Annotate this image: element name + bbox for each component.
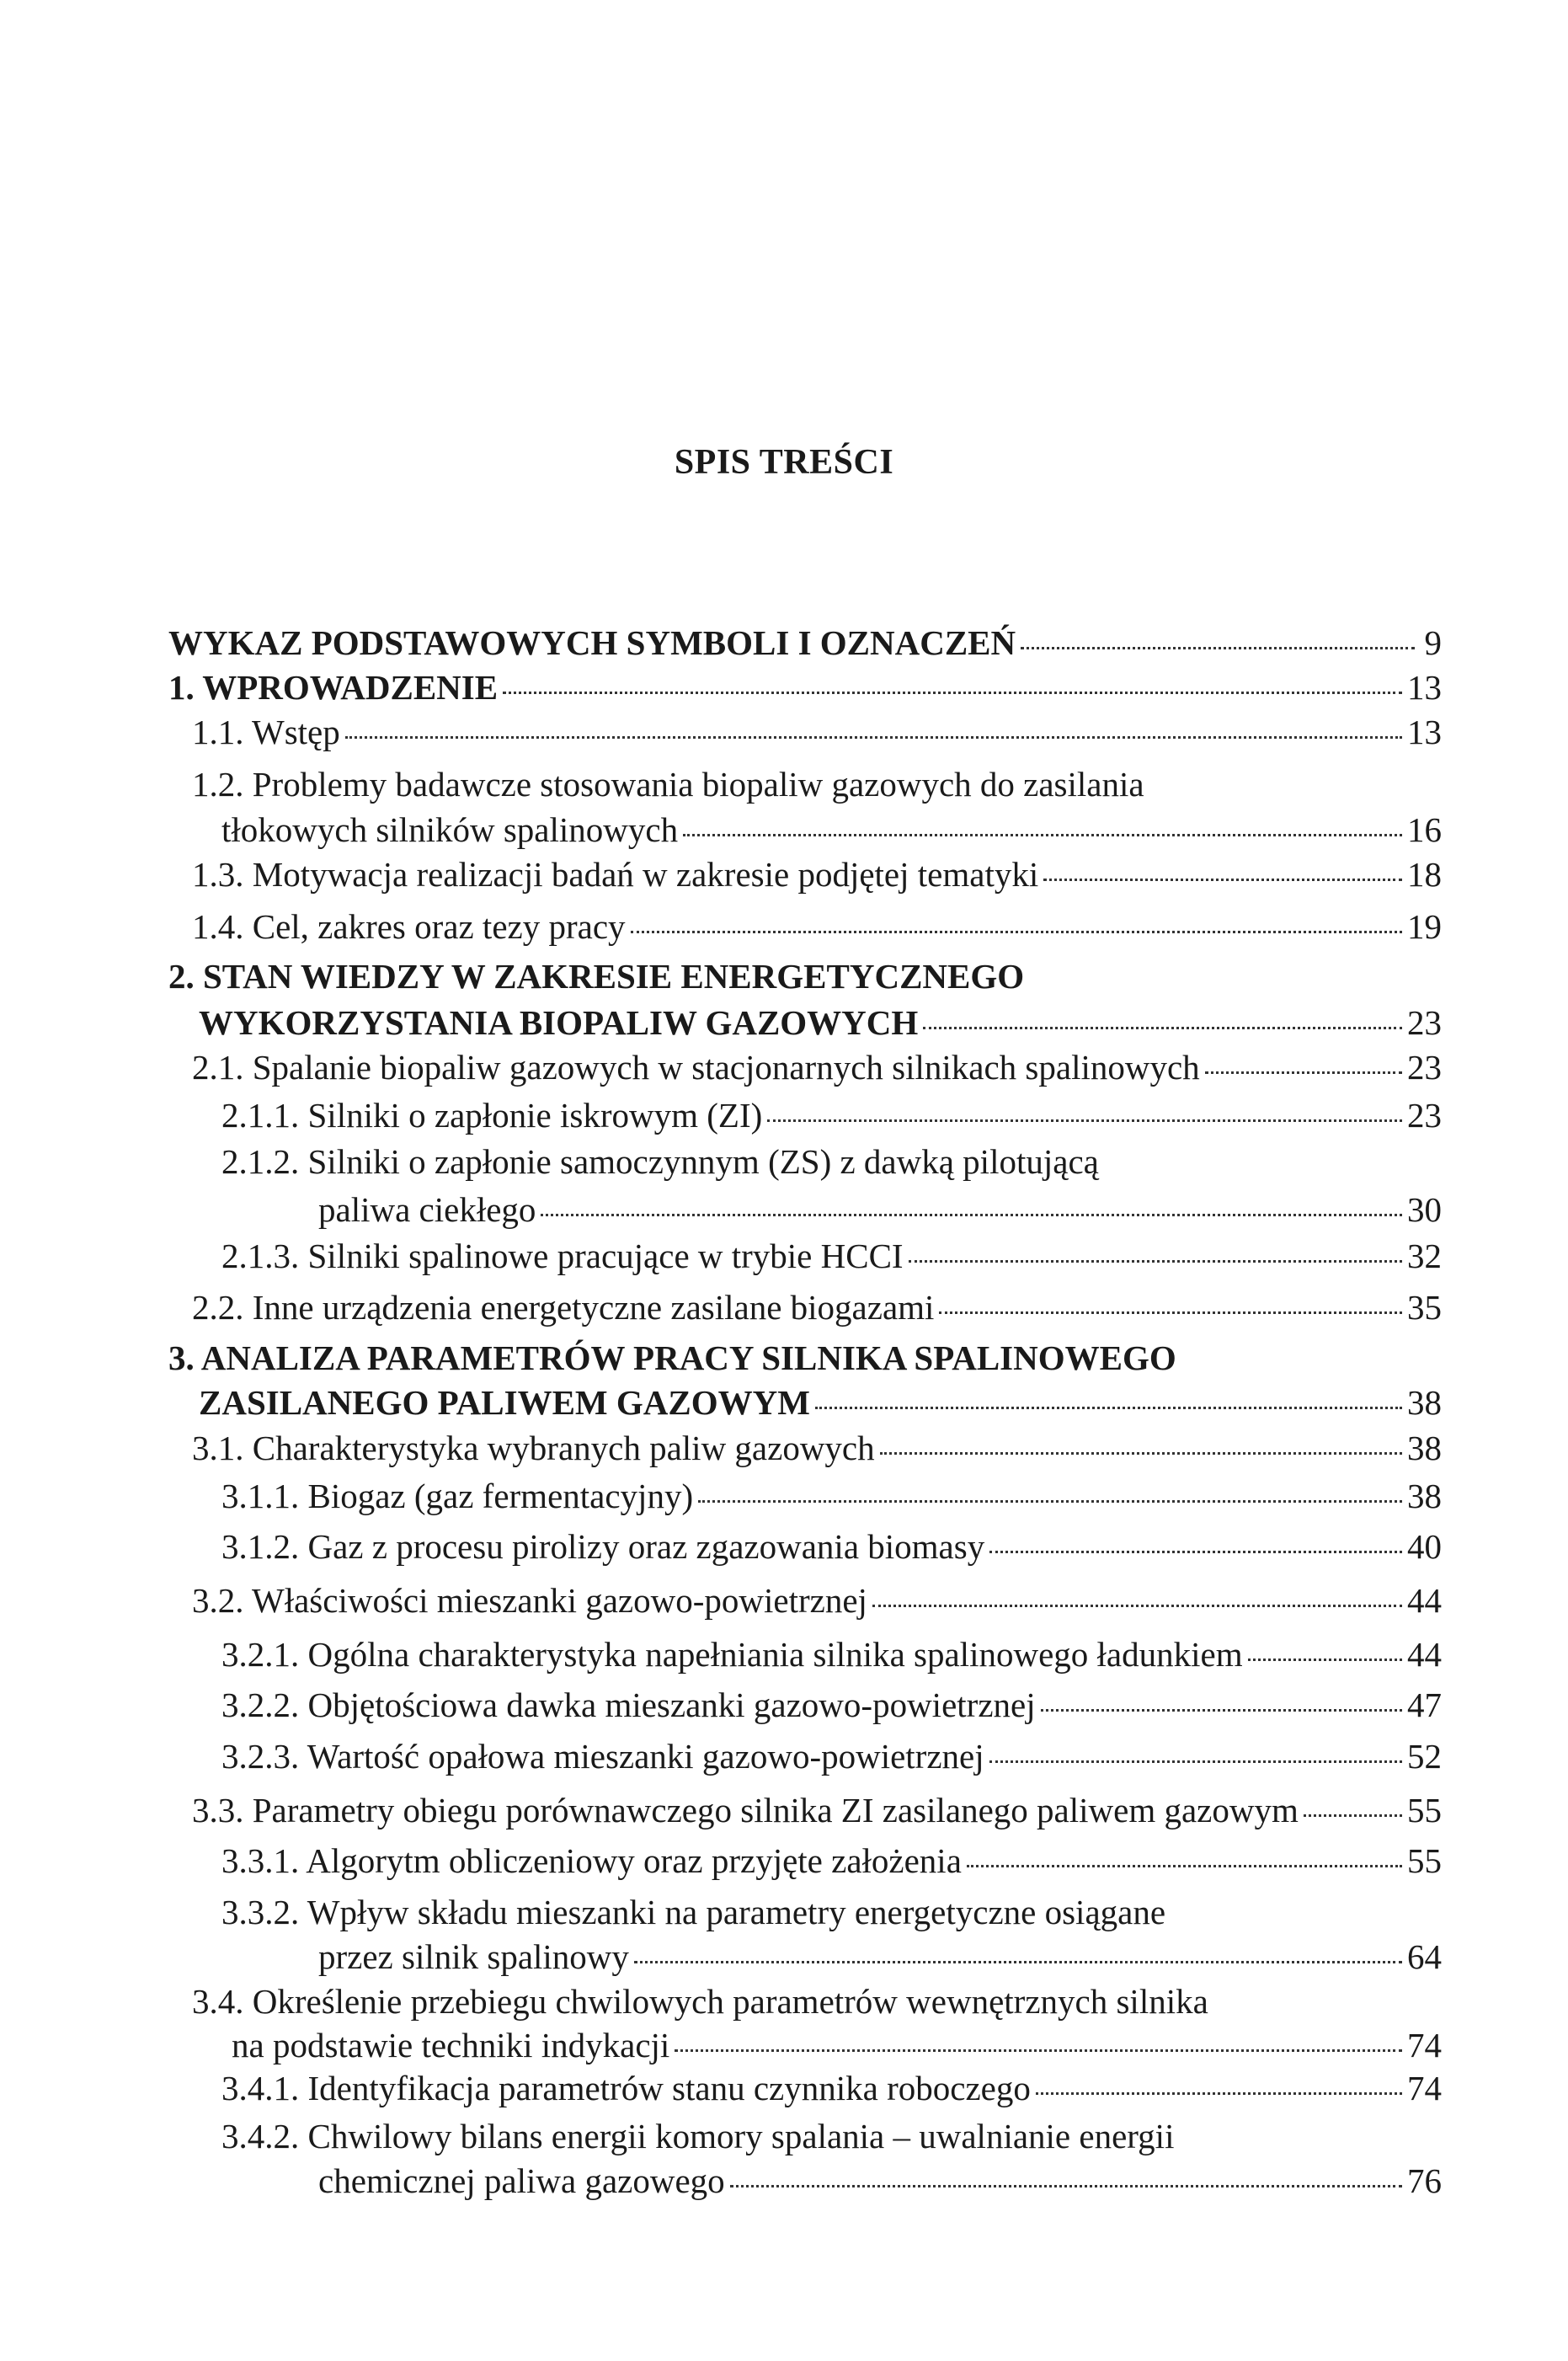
toc-page-number: 32 bbox=[1407, 1237, 1442, 1275]
toc-entry-title: 3. ANALIZA PARAMETRÓW PRACY SILNIKA SPALINOWEGO bbox=[168, 1338, 1176, 1377]
toc-entry bbox=[221, 2067, 1442, 2109]
toc-entry-title: paliwa ciekłego bbox=[318, 1190, 536, 1229]
toc-page-number: 9 bbox=[1424, 623, 1442, 662]
toc-entry-title: 2.1.3. Silniki spalinowe pracujące w trybie HCCI bbox=[221, 1237, 904, 1275]
dot-leader bbox=[1043, 879, 1402, 881]
toc-page-number: 74 bbox=[1407, 2026, 1442, 2065]
toc-page-number: 76 bbox=[1407, 2161, 1442, 2200]
dot-leader bbox=[939, 1311, 1402, 1314]
dot-leader bbox=[634, 1961, 1402, 1963]
toc-entry bbox=[221, 1735, 1442, 1777]
toc-entry-title: 3.2. Właściwości mieszanki gazowo-powietrznej bbox=[192, 1581, 867, 1620]
toc-entry-title: 3.3. Parametry obiegu porównawczego silnika ZI zasilanego paliwem gazowym bbox=[192, 1791, 1299, 1830]
toc-entry bbox=[199, 1002, 1442, 1044]
toc-entry bbox=[221, 1891, 1165, 1933]
dot-leader bbox=[872, 1605, 1402, 1607]
toc-entry bbox=[168, 1337, 1176, 1379]
toc-entry bbox=[192, 1579, 1442, 1621]
toc-page-number: 13 bbox=[1407, 668, 1442, 707]
toc-page-number: 18 bbox=[1407, 855, 1442, 894]
toc-entry-title: 2.1. Spalanie biopaliw gazowych w stacjonarnych silnikach spalinowych bbox=[192, 1048, 1200, 1087]
dot-leader bbox=[1036, 2092, 1402, 2095]
toc-entry-title: 1. WPROWADZENIE bbox=[168, 668, 499, 707]
toc-entry-title: 3.1.1. Biogaz (gaz fermentacyjny) bbox=[221, 1477, 694, 1515]
toc-entry bbox=[318, 2160, 1442, 2202]
dot-leader bbox=[923, 1027, 1402, 1029]
toc-entry-title: 2.2. Inne urządzenia energetyczne zasilane biogazami bbox=[192, 1288, 935, 1327]
toc-entry bbox=[192, 905, 1442, 948]
toc-page-number: 23 bbox=[1407, 1048, 1442, 1087]
toc-page-number: 38 bbox=[1407, 1383, 1442, 1422]
toc-entry-title: ZASILANEGO PALIWEM GAZOWYM bbox=[199, 1383, 810, 1422]
toc-entry bbox=[192, 1789, 1442, 1831]
toc-page-number: 52 bbox=[1407, 1737, 1442, 1776]
toc-entry-title: 1.3. Motywacja realizacji badań w zakresie podjętej tematyki bbox=[192, 855, 1039, 894]
dot-leader bbox=[880, 1452, 1402, 1455]
toc-entry bbox=[192, 763, 1144, 805]
toc-entry-title: 3.2.3. Wartość opałowa mieszanki gazowo-powietrznej bbox=[221, 1737, 984, 1776]
toc-entry-title: 1.2. Problemy badawcze stosowania biopaliw gazowych do zasilania bbox=[192, 765, 1144, 804]
dot-leader bbox=[815, 1407, 1402, 1409]
toc-entry bbox=[221, 1840, 1442, 1882]
toc-entry-title: 2.1.2. Silniki o zapłonie samoczynnym (ZS) z dawką pilotującą bbox=[221, 1142, 1099, 1181]
toc-page-number: 44 bbox=[1407, 1581, 1442, 1620]
toc-entry bbox=[221, 1140, 1099, 1183]
toc-page-number: 64 bbox=[1407, 1937, 1442, 1976]
dot-leader bbox=[989, 1551, 1402, 1553]
toc-entry bbox=[192, 1980, 1208, 2022]
dot-leader bbox=[698, 1500, 1402, 1503]
dot-leader bbox=[989, 1760, 1402, 1763]
toc-entry-title: WYKORZYSTANIA BIOPALIW GAZOWYCH bbox=[199, 1003, 919, 1042]
toc-entry bbox=[199, 1381, 1442, 1424]
dot-leader bbox=[1248, 1659, 1402, 1661]
toc-page-number: 23 bbox=[1407, 1096, 1442, 1135]
toc-entry-title: na podstawie techniki indykacji bbox=[232, 2026, 670, 2065]
dot-leader bbox=[503, 692, 1402, 694]
toc-entry-title: 1.1. Wstęp bbox=[192, 713, 340, 751]
toc-entry-title: chemicznej paliwa gazowego bbox=[318, 2161, 725, 2200]
toc-entry-title: 2. STAN WIEDZY W ZAKRESIE ENERGETYCZNEGO bbox=[168, 957, 1025, 996]
toc-page-number: 19 bbox=[1407, 907, 1442, 946]
page-title: SPIS TREŚCI bbox=[674, 443, 894, 482]
dot-leader bbox=[730, 2185, 1402, 2187]
toc-entry-title: 3.2.2. Objętościowa dawka mieszanki gazowo-powietrznej bbox=[221, 1685, 1036, 1724]
toc-entry bbox=[221, 1525, 1442, 1568]
toc-entry-title: 3.4.2. Chwilowy bilans energii komory spalania – uwalnianie energii bbox=[221, 2117, 1175, 2155]
toc-entry bbox=[221, 809, 1442, 851]
toc-entry-title: 3.1.2. Gaz z procesu pirolizy oraz zgazowania biomasy bbox=[221, 1527, 985, 1566]
toc-entry-title: 3.3.2. Wpływ składu mieszanki na parametry energetyczne osiągane bbox=[221, 1893, 1166, 1931]
toc-page-number: 44 bbox=[1407, 1635, 1442, 1674]
dot-leader bbox=[1021, 647, 1415, 649]
dot-leader bbox=[345, 736, 1402, 739]
toc-page-number: 38 bbox=[1407, 1429, 1442, 1467]
toc-entry-title: 2.1.1. Silniki o zapłonie iskrowym (ZI) bbox=[221, 1096, 763, 1135]
toc-entry-title: 3.4. Określenie przebiegu chwilowych parametrów wewnętrznych silnika bbox=[192, 1982, 1208, 2021]
toc-page-number: 35 bbox=[1407, 1288, 1442, 1327]
toc-page-number: 38 bbox=[1407, 1477, 1442, 1515]
toc-entry bbox=[192, 711, 1442, 753]
toc-page-number: 47 bbox=[1407, 1685, 1442, 1724]
toc-page-number: 40 bbox=[1407, 1527, 1442, 1566]
toc-entry bbox=[221, 1633, 1442, 1675]
toc-entry-title: 3.2.1. Ogólna charakterystyka napełniania silnika spalinowego ładunkiem bbox=[221, 1635, 1243, 1674]
toc-page-number: 55 bbox=[1407, 1791, 1442, 1830]
toc-page-number: 23 bbox=[1407, 1003, 1442, 1042]
toc-entry bbox=[192, 1427, 1442, 1469]
dot-leader bbox=[967, 1865, 1402, 1867]
toc-entry bbox=[221, 1094, 1442, 1136]
dot-leader bbox=[1041, 1709, 1402, 1712]
toc-entry-title: 3.3.1. Algorytm obliczeniowy oraz przyjęte założenia bbox=[221, 1841, 962, 1880]
toc-entry bbox=[232, 2024, 1442, 2066]
toc-entry bbox=[168, 666, 1442, 708]
toc-entry bbox=[168, 955, 1024, 997]
dot-leader bbox=[767, 1119, 1402, 1122]
toc-page-number: 13 bbox=[1407, 713, 1442, 751]
toc-entry bbox=[168, 622, 1442, 664]
dot-leader bbox=[541, 1214, 1402, 1216]
toc-entry bbox=[192, 853, 1442, 895]
dot-leader bbox=[1205, 1071, 1402, 1074]
toc-page-number: 55 bbox=[1407, 1841, 1442, 1880]
toc-entry bbox=[221, 2115, 1174, 2157]
dot-leader bbox=[1304, 1814, 1402, 1817]
toc-entry-title: 3.4.1. Identyfikacja parametrów stanu czynnika roboczego bbox=[221, 2069, 1031, 2107]
toc-page-number: 74 bbox=[1407, 2069, 1442, 2107]
toc-entry bbox=[318, 1189, 1442, 1231]
toc-page-number: 30 bbox=[1407, 1190, 1442, 1229]
toc-entry bbox=[192, 1046, 1442, 1088]
toc-entry bbox=[192, 1286, 1442, 1328]
toc-entry bbox=[318, 1936, 1442, 1978]
toc-entry bbox=[221, 1684, 1442, 1726]
toc-entry-title: 1.4. Cel, zakres oraz tezy pracy bbox=[192, 907, 626, 946]
dot-leader bbox=[683, 834, 1402, 836]
dot-leader bbox=[675, 2049, 1402, 2052]
toc-entry-title: przez silnik spalinowy bbox=[318, 1937, 629, 1976]
toc-entry-title: WYKAZ PODSTAWOWYCH SYMBOLI I OZNACZEŃ bbox=[168, 623, 1016, 662]
toc-entry-title: tłokowych silników spalinowych bbox=[221, 810, 679, 849]
toc-entry bbox=[221, 1475, 1442, 1517]
toc-entry bbox=[221, 1235, 1442, 1277]
dot-leader bbox=[909, 1260, 1402, 1263]
toc-entry-title: 3.1. Charakterystyka wybranych paliw gazowych bbox=[192, 1429, 875, 1467]
toc-page-number: 16 bbox=[1407, 810, 1442, 849]
dot-leader bbox=[631, 931, 1402, 933]
